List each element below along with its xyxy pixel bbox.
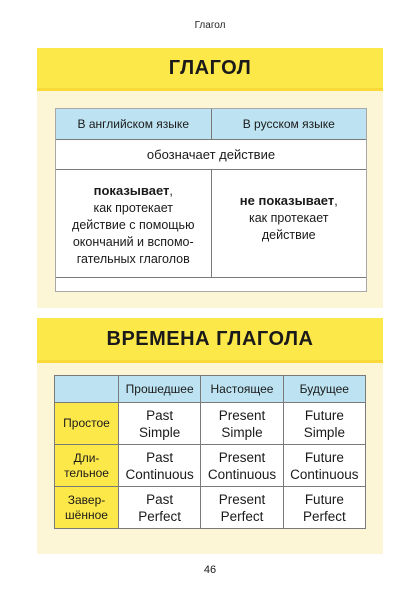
- table-row: [55, 487, 366, 529]
- english-bold: показывает: [93, 183, 170, 198]
- english-line: как протекает: [93, 201, 174, 215]
- cell-line: Perfect: [302, 508, 346, 524]
- row-label-continuous: [55, 445, 119, 487]
- verb-meaning: обозначает действие: [56, 140, 366, 170]
- cell-line: Continuous: [207, 466, 277, 482]
- table-cell: [283, 445, 365, 487]
- column-header-past: Прошедшее: [119, 376, 201, 403]
- cell-line: Present: [218, 449, 266, 465]
- row-label-perfect: [55, 487, 119, 529]
- tenses-header-row: [55, 376, 366, 403]
- english-line: гательных глаголов: [76, 252, 190, 266]
- header-russian: В русском языке: [211, 109, 367, 139]
- cell-line: Continuous: [290, 466, 359, 482]
- cell-line: Future: [304, 491, 344, 507]
- verb-card: [37, 48, 383, 308]
- cell-line: Perfect: [220, 508, 264, 524]
- column-header-present: Настоящее: [201, 376, 283, 403]
- table-row: [55, 445, 366, 487]
- row-label-text: Простое: [63, 416, 110, 430]
- table-cell: [283, 487, 365, 529]
- russian-line: действие: [261, 228, 316, 242]
- cell-line: Simple: [221, 424, 263, 440]
- table-cell: [201, 487, 283, 529]
- cell-line: Perfect: [138, 508, 182, 524]
- tenses-table: [54, 375, 366, 529]
- row-label-text: тельное: [64, 465, 109, 480]
- column-header-future: Будущее: [283, 376, 365, 403]
- table-cell: [119, 487, 201, 529]
- english-description: [56, 170, 211, 277]
- row-label-text: Завер-: [67, 492, 106, 507]
- title-divider: [37, 360, 383, 363]
- verb-card-title: ГЛАГОЛ: [37, 48, 383, 88]
- row-label-text: Дли-: [73, 450, 100, 465]
- table-cell: [201, 403, 283, 445]
- verb-comparison-table: [55, 108, 367, 292]
- cell-line: Future: [304, 449, 344, 465]
- comparison-header-row: [56, 109, 366, 140]
- table-cell: [119, 445, 201, 487]
- cell-line: Present: [218, 407, 266, 423]
- header-english: В английском языке: [77, 117, 189, 131]
- russian-description: [211, 170, 367, 277]
- english-comma: ,: [169, 184, 173, 198]
- corner-cell: [55, 376, 119, 403]
- russian-comma: ,: [334, 194, 338, 208]
- cell-line: Simple: [139, 424, 181, 440]
- tenses-card: [37, 318, 383, 554]
- cell-line: Future: [304, 407, 344, 423]
- cell-line: Simple: [303, 424, 345, 440]
- running-head: Глагол: [194, 20, 226, 31]
- russian-bold: не показывает: [239, 193, 335, 208]
- russian-line: как протекает: [248, 211, 329, 225]
- table-row: [55, 403, 366, 445]
- page-number: 46: [203, 564, 217, 576]
- cell-line: Past: [146, 491, 174, 507]
- table-cell: [119, 403, 201, 445]
- row-label-simple: [55, 403, 119, 445]
- cell-line: Past: [146, 449, 174, 465]
- table-cell: [201, 445, 283, 487]
- cell-line: Continuous: [125, 466, 194, 482]
- table-cell: [283, 403, 365, 445]
- row-label-text: шённое: [65, 507, 108, 522]
- cell-line: Past: [146, 407, 174, 423]
- tenses-card-title: ВРЕМЕНА ГЛАГОЛА: [37, 318, 383, 360]
- comparison-body-row: [56, 170, 366, 278]
- cell-line: Present: [218, 491, 266, 507]
- title-divider: [37, 88, 383, 91]
- english-line: окончаний и вспомо-: [72, 235, 194, 249]
- english-line: действие с помощью: [72, 218, 195, 232]
